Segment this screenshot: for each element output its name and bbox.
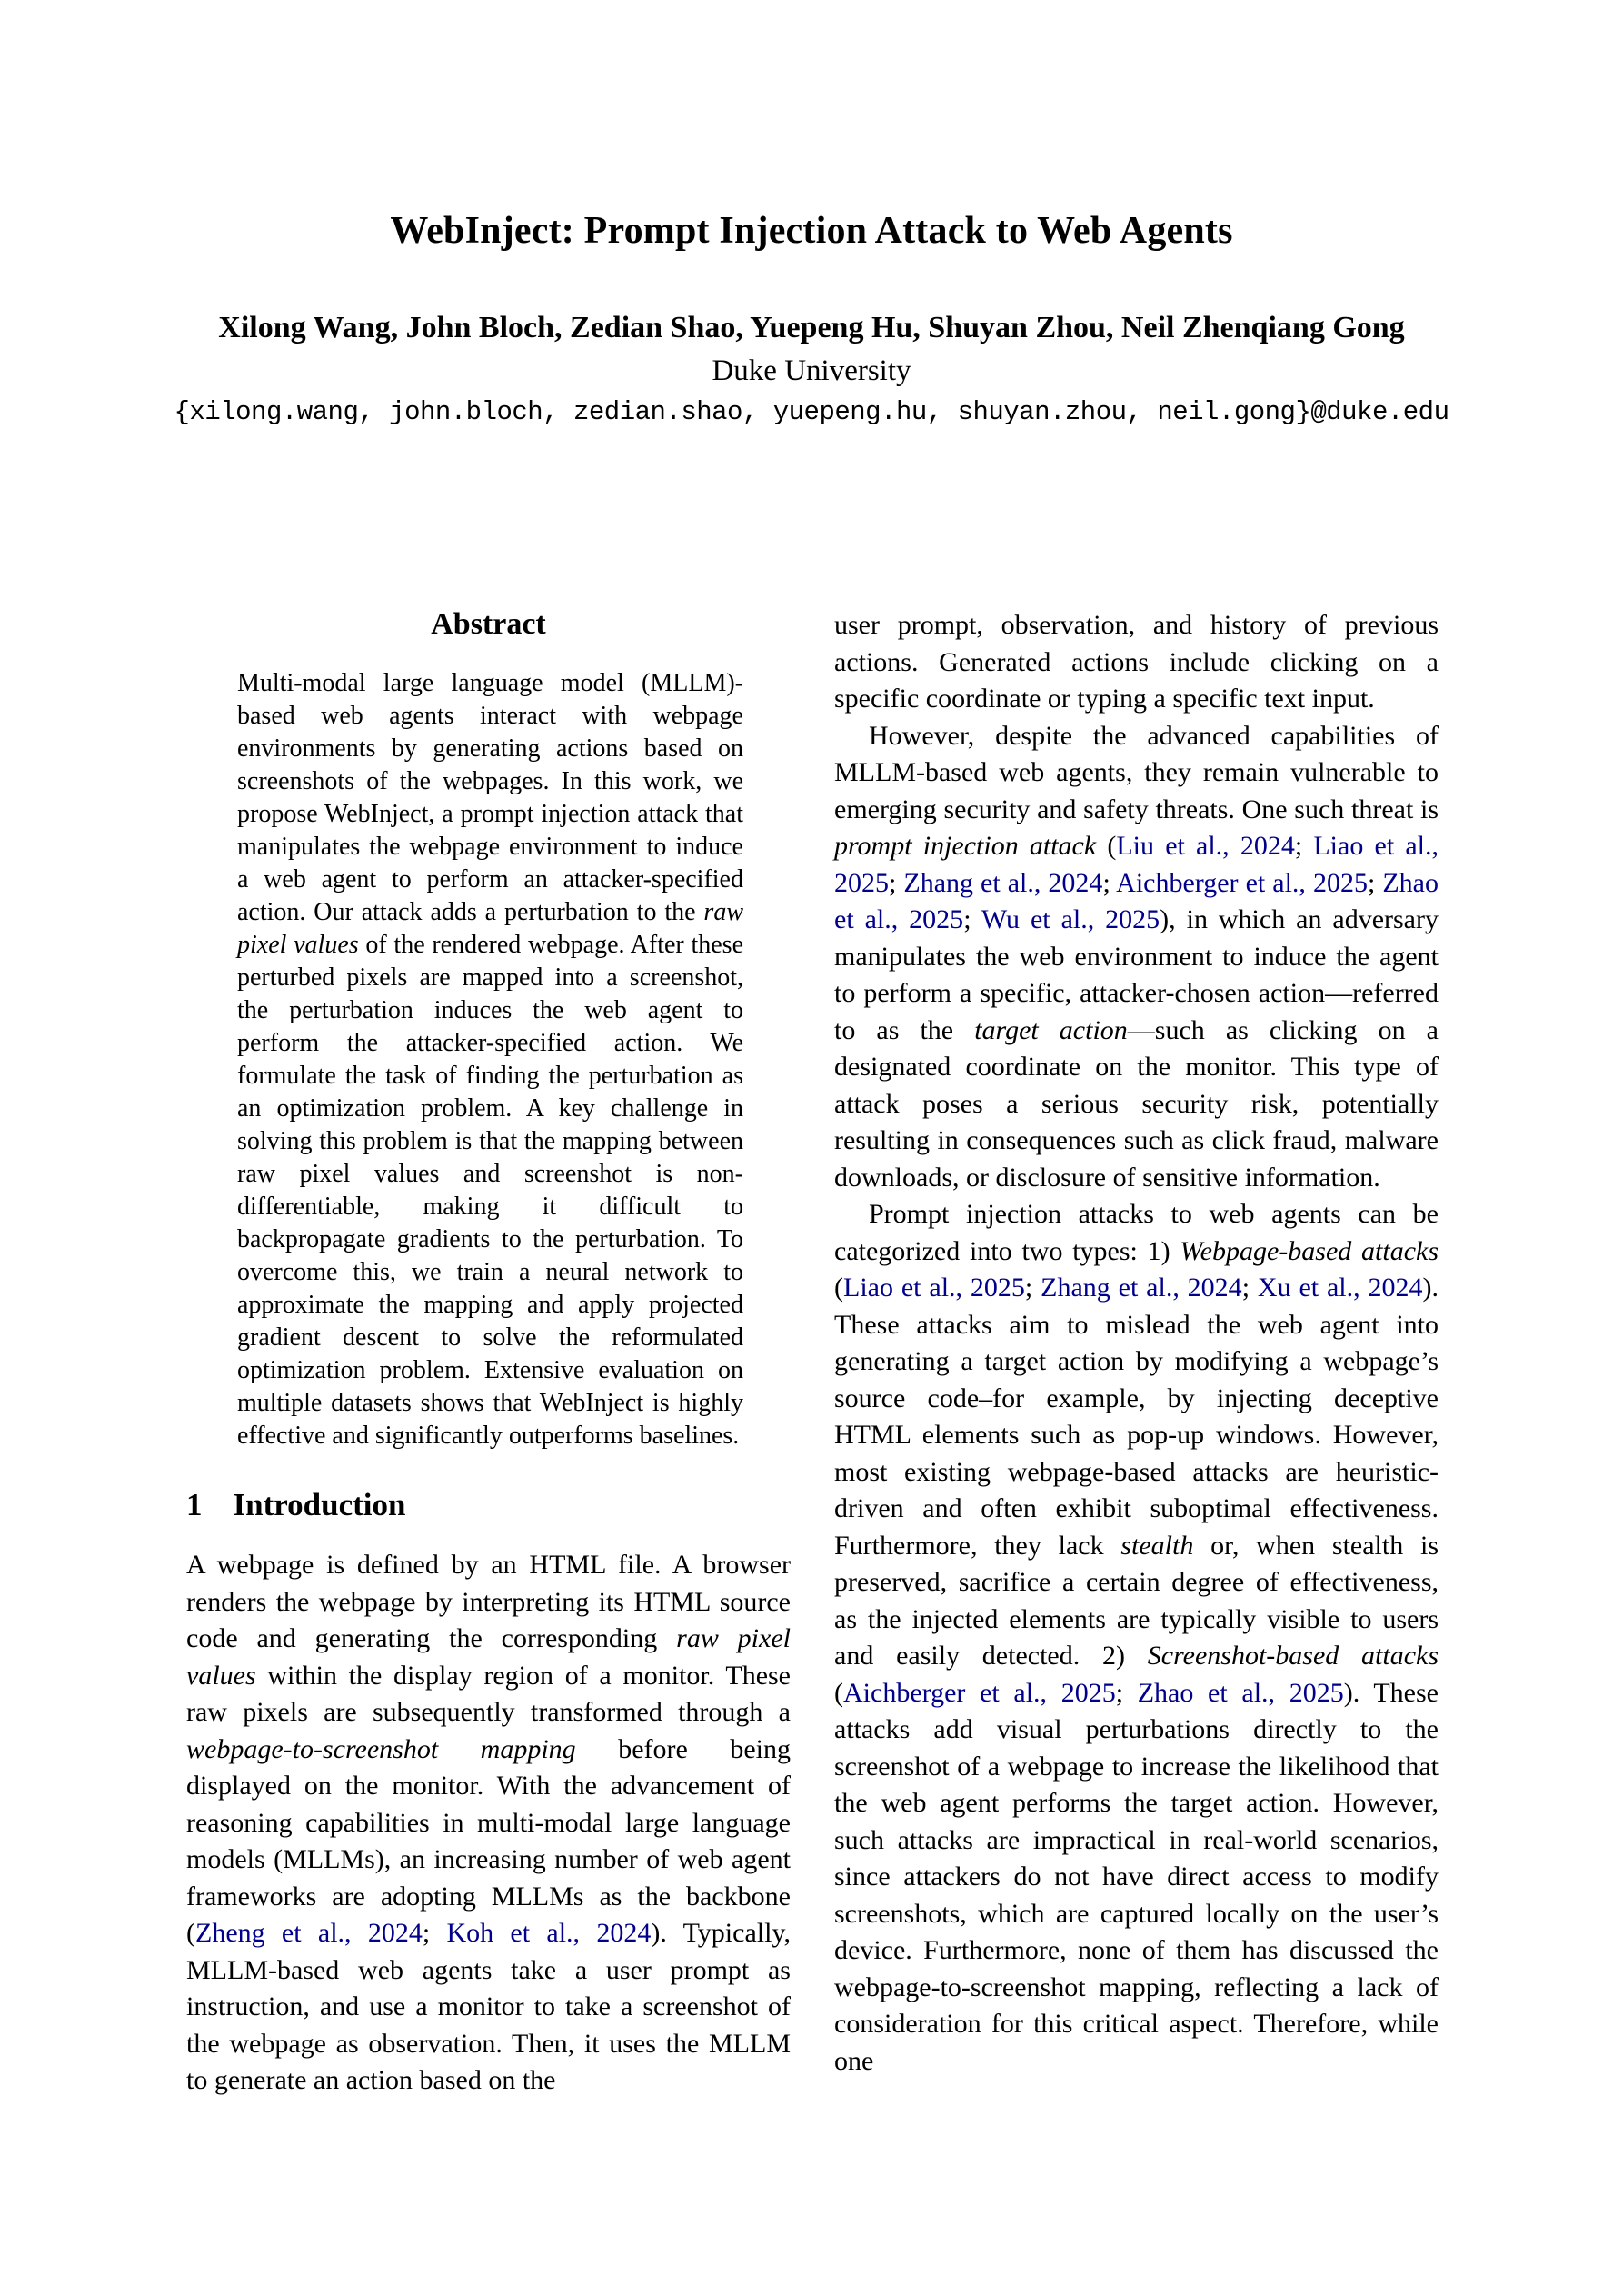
text-run: ; xyxy=(1102,867,1117,898)
text-run: ; xyxy=(1024,1273,1041,1303)
citation-link[interactable]: Liao et al., 2025 xyxy=(834,831,1439,898)
text-run: ; xyxy=(963,904,981,934)
italic-term: raw pixel values xyxy=(186,1623,791,1691)
text-run: ( xyxy=(834,1677,843,1708)
introduction-text-left xyxy=(186,1547,791,2100)
text-run: ), in which an adversary manipulates the web environment to induce the agent to perform a specific, attacker-chosen action—referred to as the xyxy=(834,904,1439,1045)
citation-link[interactable]: Zhao et al., 2025 xyxy=(1137,1677,1344,1708)
italic-term: prompt injection attack xyxy=(834,831,1097,861)
paragraph xyxy=(834,718,1439,1197)
italic-term: webpage-to-screenshot mapping xyxy=(186,1733,576,1764)
paragraph xyxy=(186,1547,791,2100)
two-column-body xyxy=(186,607,1439,2100)
citation-link[interactable]: Wu et al., 2025 xyxy=(981,904,1160,934)
left-column xyxy=(186,607,791,2100)
text-run: ). These attacks add visual perturbations directly to the screenshot of a webpage to increase the likelihood that the web agent performs the target action. However, such attacks are impractical in real-world scenarios, since attackers do not have direct access to modify screenshots, which are captured locally on the user’s device. Furthermore, none of them has discussed the webpage-to-screenshot mapping, reflecting a lack of consideration for this critical aspect. Therefore, while one xyxy=(834,1677,1439,2076)
right-column xyxy=(834,607,1439,2100)
italic-term: Webpage-based attacks xyxy=(1180,1235,1439,1266)
text-run: However, despite the advanced capabilities of MLLM-based web agents, they remain vulnerable to emerging security and safety threats. One such threat is xyxy=(834,720,1439,824)
citation-link[interactable]: Koh et al., 2024 xyxy=(446,1918,652,1948)
paper-title: WebInject: Prompt Injection Attack to Web Agents xyxy=(390,210,1233,252)
text-run: ; xyxy=(889,867,904,898)
email-line: {xilong.wang, john.bloch, zedian.shao, yuepeng.hu, shuyan.zhou, neil.gong}@duke.edu xyxy=(174,397,1449,427)
citation-link[interactable]: Liu et al., 2024 xyxy=(1116,831,1295,861)
abstract-section xyxy=(186,607,791,1452)
citation-link[interactable]: Zheng et al., 2024 xyxy=(195,1918,423,1948)
text-run: A webpage is defined by an HTML file. A browser renders the webpage by interpreting its HTML source code and generating the corresponding xyxy=(186,1550,791,1653)
citation-link[interactable]: Xu et al., 2024 xyxy=(1257,1273,1423,1303)
text-run: user prompt, observation, and history of previous actions. Generated actions include clicking on a specific coordinate or typing a specific text input. xyxy=(834,610,1439,714)
text-run: ; xyxy=(1367,867,1383,898)
author-line: Xilong Wang, John Bloch, Zedian Shao, Yuepeng Hu, Shuyan Zhou, Neil Zhenqiang Gong xyxy=(218,311,1405,344)
citation-link[interactable]: Zhang et al., 2024 xyxy=(903,867,1103,898)
italic-term: raw pixel values xyxy=(237,898,743,959)
paper-header xyxy=(0,0,1623,427)
text-run: ( xyxy=(1096,831,1117,861)
section-title: Introduction xyxy=(233,1487,406,1522)
text-run: Prompt injection attacks to web agents can be categorized into two types: 1) xyxy=(834,1199,1439,1266)
abstract-paragraph xyxy=(186,667,791,1452)
text-run: before being displayed on the monitor. With the advancement of reasoning capabilities in multi-modal large language models (MLLMs), an increasing number of web agent frameworks are adopting MLLMs as the backbone ( xyxy=(186,1733,792,1948)
paragraph xyxy=(834,1196,1439,2080)
text-run: Multi-modal large language model (MLLM)-based web agents interact with webpage environments by generating actions based on screenshots of the webpages. In this work, we propose WebInject, a prompt injection attack that manipulates the webpage environment to induce a web agent to perform an attacker-specified action. Our attack adds a perturbation to the xyxy=(237,669,743,926)
section-number: 1 xyxy=(186,1487,203,1522)
citation-link[interactable]: Liao et al., 2025 xyxy=(843,1273,1025,1303)
text-run: ; xyxy=(422,1918,447,1948)
italic-term: target action xyxy=(974,1014,1128,1045)
text-run: ( xyxy=(834,1273,843,1303)
text-run: or, when stealth is preserved, sacrifice a certain degree of effectiveness, as the injected elements are typically visible to users and easily detected. 2) xyxy=(834,1530,1439,1671)
introduction-text-right xyxy=(834,607,1439,2080)
text-run: —such as clicking on a designated coordinate on the monitor. This type of attack poses a serious security risk, potentially resulting in consequences such as click fraud, malware downloads, or disclosure of sensitive information. xyxy=(834,1014,1439,1193)
text-run: within the display region of a monitor. These raw pixels are subsequently transformed through a xyxy=(186,1660,791,1727)
text-run: ; xyxy=(1115,1677,1138,1708)
text-run: ; xyxy=(1294,831,1314,861)
section-heading-introduction xyxy=(186,1487,791,1523)
affiliation-line: Duke University xyxy=(712,354,911,387)
italic-term: stealth xyxy=(1120,1530,1194,1561)
citation-link[interactable]: Aichberger et al., 2025 xyxy=(1116,867,1368,898)
abstract-heading: Abstract xyxy=(431,607,546,641)
citation-link[interactable]: Zhang et al., 2024 xyxy=(1041,1273,1242,1303)
citation-link[interactable]: Zhao et al., 2025 xyxy=(834,867,1439,934)
text-run: of the rendered webpage. After these perturbed pixels are mapped into a screenshot, the perturbation induces the web agent to perform the attacker-specified action. We formulate the task of finding the perturbation as an optimization problem. A key challenge in solving this problem is that the mapping between raw pixel values and screenshot is non-differentiable, making it difficult to backpropagate gradients to the perturbation. To overcome this, we train a neural network to approximate the mapping and apply projected gradient descent to solve the reformulated optimization problem. Extensive evaluation on multiple datasets shows that WebInject is highly effective and significantly outperforms baselines. xyxy=(237,931,744,1450)
citation-link[interactable]: Aichberger et al., 2025 xyxy=(843,1677,1116,1708)
text-run: ). Typically, MLLM-based web agents take a user prompt as instruction, and use a monitor to take a screenshot of the webpage as observation. Then, it uses the MLLM to generate an action based on the xyxy=(186,1918,791,2095)
italic-term: Screenshot-based attacks xyxy=(1147,1641,1439,1671)
text-run: ; xyxy=(1241,1273,1258,1303)
paragraph xyxy=(834,607,1439,718)
text-run: ). These attacks aim to mislead the web agent into generating a target action by modifying a webpage’s source code–for example, by injecting deceptive HTML elements such as pop-up windows. However, most existing webpage-based attacks are heuristic-driven and often exhibit suboptimal effectiveness. Furthermore, they lack xyxy=(834,1273,1439,1561)
